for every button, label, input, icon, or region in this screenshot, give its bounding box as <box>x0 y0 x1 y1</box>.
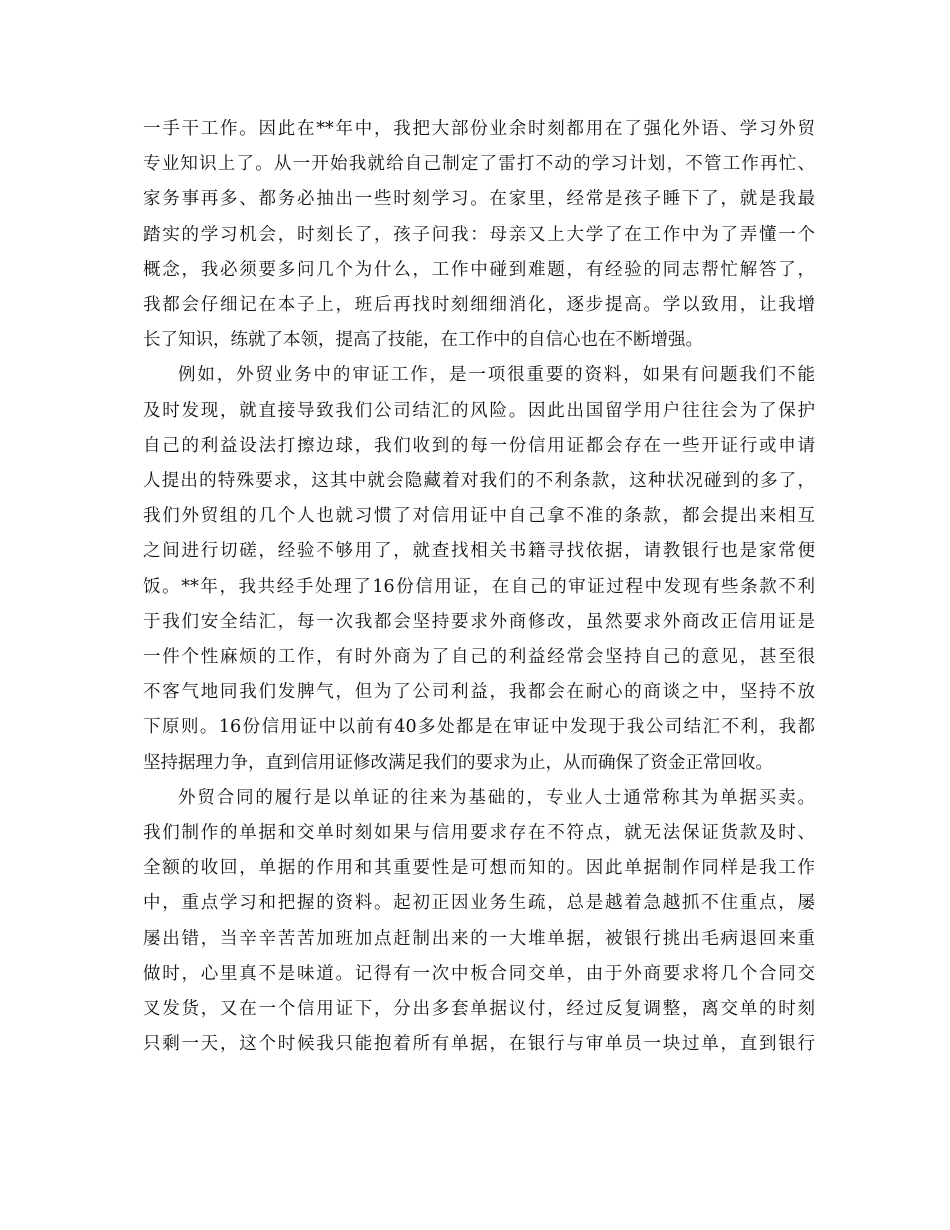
text-line: 饭。**年，我共经手处理了16份信用证，在自己的审证过程中发现有些条款不利 <box>143 576 815 597</box>
text-line: 只剩一天，这个时候我只能抱着所有单据，在银行与审单员一块过单，直到银行 <box>143 1034 815 1055</box>
text-line: 一件个性麻烦的工作，有时外商为了自己的利益经常会坚持自己的意见，甚至很 <box>143 647 815 668</box>
text-line: 于我们安全结汇，每一次我都会坚持要求外商修改，虽然要求外商改正信用证是 <box>143 611 815 632</box>
text-line: 中，重点学习和把握的资料。起初正因业务生疏，总是越着急越抓不住重点，屡 <box>143 893 815 914</box>
text-line: 例如，外贸业务中的审证工作，是一项很重要的资料，如果有问题我们不能 <box>178 365 815 386</box>
text-line: 下原则。16份信用证中以前有40多处都是在审证中发现于我公司结汇不利，我都 <box>143 717 815 738</box>
text-line: 叉发货，又在一个信用证下，分出多套单据议付，经过反复调整，离交单的时刻 <box>143 999 815 1020</box>
text-line: 外贸合同的履行是以单证的往来为基础的，专业人士通常称其为单据买卖。 <box>178 787 815 808</box>
text-line: 及时发现，就直接导致我们公司结汇的风险。因此出国留学用户往往会为了保护 <box>143 400 815 421</box>
paragraph-documents <box>143 781 815 1063</box>
text-line: 屡出错，当辛辛苦苦加班加点赶制出来的一大堆单据，被银行挑出毛病退回来重 <box>143 928 815 949</box>
body-text <box>143 112 815 1062</box>
text-line: 一手干工作。因此在**年中，我把大部份业余时刻都用在了强化外语、学习外贸 <box>143 119 815 139</box>
text-line: 坚持据理力争，直到信用证修改满足我们的要求为止，从而确保了资金正常回收。 <box>143 752 773 773</box>
text-line: 自己的利益设法打擦边球，我们收到的每一份信用证都会存在一些开证行或申请 <box>143 435 815 456</box>
text-line: 我们制作的单据和交单时刻如果与信用要求存在不符点，就无法保证货款及时、 <box>143 823 815 844</box>
text-line: 不客气地同我们发脾气，但为了公司利益，我都会在耐心的商谈之中，坚持不放 <box>143 682 815 703</box>
text-line: 踏实的学习机会，时刻长了，孩子问我：母亲又上大学了在工作中为了弄懂一个 <box>143 224 815 245</box>
paragraph-study <box>143 112 815 358</box>
text-line: 做时，心里真不是味道。记得有一次中板合同交单，由于外商要求将几个合同交 <box>143 963 815 984</box>
text-line: 家务事再多、都务必抽出一些时刻学习。在家里，经常是孩子睡下了，就是我最 <box>143 189 815 210</box>
text-line: 长了知识，练就了本领，提高了技能，在工作中的自信心也在不断增强。 <box>143 330 703 351</box>
text-line: 我们外贸组的几个人也就习惯了对信用证中自己拿不准的条款，都会提出来相互 <box>143 506 815 527</box>
text-line: 之间进行切磋，经验不够用了，就查找相关书籍寻找依据，请教银行也是家常便 <box>143 541 815 562</box>
text-line: 我都会仔细记在本子上，班后再找时刻细细消化，逐步提高。学以致用，让我增 <box>143 295 815 316</box>
text-line: 专业知识上了。从一开始我就给自己制定了雷打不动的学习计划，不管工作再忙、 <box>143 154 815 175</box>
text-line: 全额的收回，单据的作用和其重要性是可想而知的。因此单据制作同样是我工作 <box>143 858 815 879</box>
text-line: 概念，我必须要多问几个为什么，工作中碰到难题，有经验的同志帮忙解答了， <box>143 259 815 280</box>
paragraph-letter-of-credit <box>143 358 815 780</box>
text-line: 人提出的特殊要求，这其中就会隐藏着对我们的不利条款，这种状况碰到的多了， <box>143 471 815 492</box>
